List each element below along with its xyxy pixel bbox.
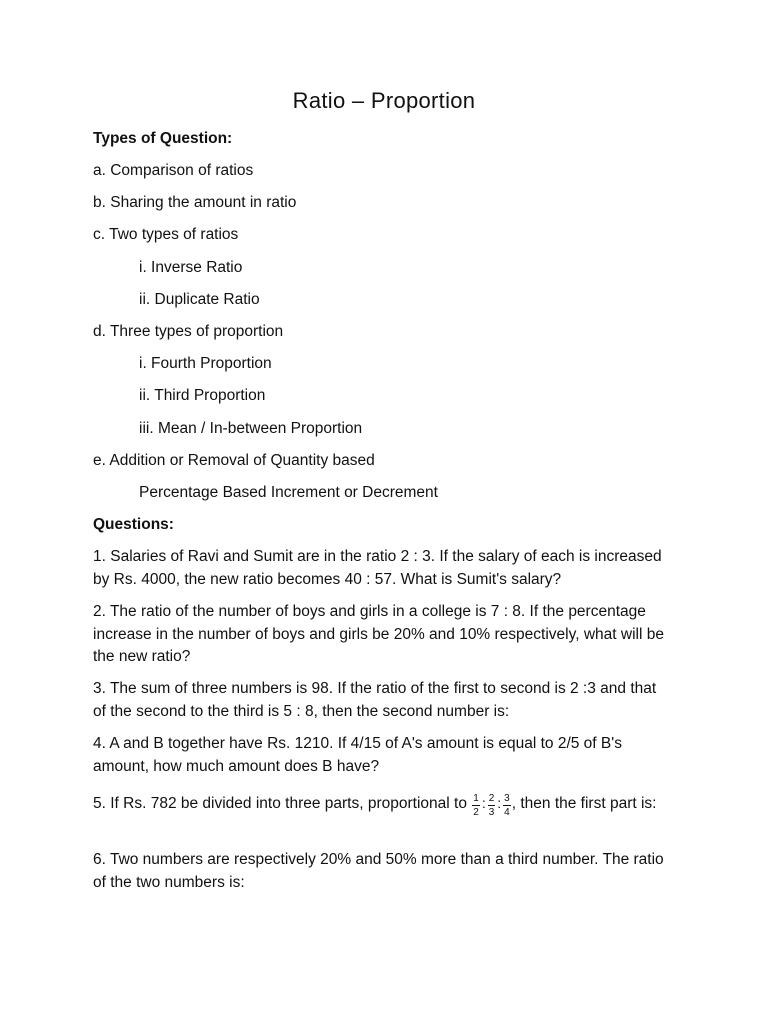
fraction-2-numerator: 2 [488, 792, 495, 804]
fraction-3 [503, 794, 511, 818]
fraction-1-numerator: 1 [473, 792, 479, 804]
type-item-c-ii: ii. Duplicate Ratio [139, 291, 260, 308]
ratio-separator: : [481, 795, 486, 811]
type-item-d-iii: iii. Mean / In-between Proportion [139, 420, 363, 437]
question-5-text-before: 5. If Rs. 782 be divided into three parts, proportional to [93, 795, 472, 812]
question-2: 2. The ratio of the number of boys and girls in a college is 7 : 8. If the percentage increase in the number of boys and girls be 20% and 10% respectively, what will be the new ratio? [93, 603, 664, 665]
question-5 [93, 790, 668, 817]
question-3: 3. The sum of three numbers is 98. If the ratio of the first to second is 2 :3 and that of the second to the third is 5 : 8, then the second number is: [93, 680, 657, 720]
fraction-2 [488, 794, 496, 818]
question-1: 1. Salaries of Ravi and Sumit are in the ratio 2 : 3. If the salary of each is increased by Rs. 4000, the new ratio becomes 40 : 57. What is Sumit's salary? [93, 548, 662, 588]
fraction-3-denominator: 4 [504, 806, 510, 818]
type-item-e: e. Addition or Removal of Quantity based [93, 452, 375, 469]
page-title: Ratio – Proportion [292, 88, 476, 113]
fraction-1 [472, 794, 480, 818]
type-item-a: a. Comparison of ratios [93, 162, 254, 179]
type-item-d: d. Three types of proportion [93, 323, 284, 340]
type-item-d-ii: ii. Third Proportion [139, 387, 266, 404]
questions-heading: Questions: [93, 516, 174, 533]
fraction-2-denominator: 3 [488, 806, 495, 818]
type-item-b: b. Sharing the amount in ratio [93, 194, 297, 211]
type-item-e-sub: Percentage Based Increment or Decrement [139, 484, 438, 501]
question-4: 4. A and B together have Rs. 1210. If 4/15 of A's amount is equal to 2/5 of B's amount, how much amount does B have? [93, 735, 622, 775]
type-item-c-i: i. Inverse Ratio [139, 259, 243, 276]
type-item-d-i: i. Fourth Proportion [139, 355, 272, 372]
ratio-separator: : [497, 795, 502, 811]
types-heading: Types of Question: [93, 130, 233, 147]
type-item-c: c. Two types of ratios [93, 226, 239, 243]
fraction-3-numerator: 3 [504, 792, 510, 804]
question-5-text-after: , then the first part is: [511, 795, 657, 812]
question-6: 6. Two numbers are respectively 20% and 50% more than a third number. The ratio of the two numbers is: [93, 851, 664, 891]
fraction-1-denominator: 2 [473, 806, 479, 818]
